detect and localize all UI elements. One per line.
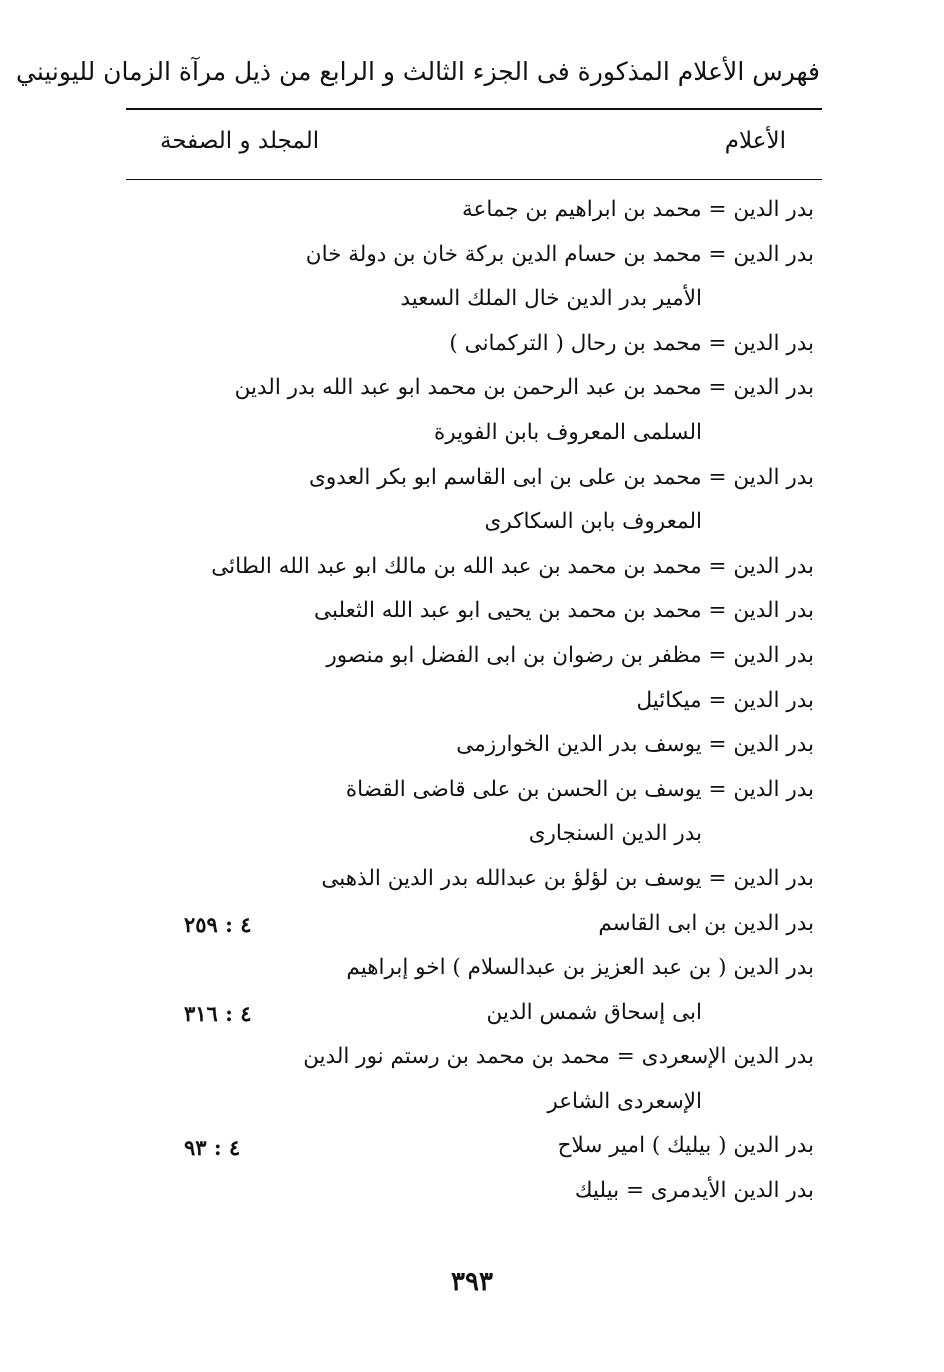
entry-line: بدر الدين = محمد بن عبد الرحمن بن محمد ابو عبد الله بدر الدين — [234, 375, 814, 401]
entry-line: بدر الدين ( بن عبد العزيز بن عبدالسلام ) اخو إبراهيم — [346, 955, 814, 981]
index-entry — [114, 946, 814, 1035]
entry-line: بدر الدين = مظفر بن رضوان بن ابى الفضل ابو منصور — [326, 642, 814, 668]
entry-line: بدر الدين = ميكائيل — [636, 687, 814, 713]
volume-page-reference: ٤ : ٣١٦ — [184, 1001, 252, 1027]
entry-line: بدر الدين الأيدمرى = بيليك — [574, 1178, 814, 1204]
entry-line: بدر الدين = محمد بن على بن ابى القاسم ابو بكر العدوى — [308, 464, 814, 490]
index-entry — [114, 768, 814, 857]
index-entry — [114, 456, 814, 545]
entry-line: بدر الدين = يوسف بن لؤلؤ بن عبدالله بدر الدين الذهبى — [321, 865, 814, 891]
header-rule-top — [126, 108, 822, 110]
page-number: ٣٩٣ — [451, 1267, 493, 1297]
index-entry — [114, 723, 814, 768]
index-entry — [114, 634, 814, 679]
entry-continuation-line: السلمى المعروف بابن الفويرة — [433, 419, 702, 445]
index-entry — [114, 233, 814, 322]
page-title: فهرس الأعلام المذكورة فى الجزء الثالث و الرابع من ذيل مرآة الزمان لليونيني — [16, 57, 820, 86]
entry-line: بدر الدين = يوسف بن الحسن بن على قاضى القضاة — [345, 776, 814, 802]
entry-continuation-line: الإسعردى الشاعر — [547, 1088, 702, 1114]
entry-line: بدر الدين = محمد بن حسام الدين بركة خان بن دولة خان — [305, 241, 814, 267]
volume-page-reference: ٤ : ٩٣ — [184, 1135, 241, 1161]
column-header-names: الأعلام — [724, 128, 786, 154]
entry-continuation-line: بدر الدين السنجارى — [528, 821, 702, 847]
index-entry — [114, 322, 814, 367]
header-rule-bottom — [126, 179, 822, 180]
volume-page-reference: ٤ : ٢٥٩ — [184, 912, 252, 938]
index-entry — [114, 188, 814, 233]
entry-line: بدر الدين = محمد بن رحال ( التركمانى ) — [449, 330, 814, 356]
index-entry — [114, 902, 814, 947]
entry-line: بدر الدين = يوسف بدر الدين الخوارزمى — [456, 732, 814, 758]
column-header-references: المجلد و الصفحة — [160, 128, 320, 154]
entry-continuation-line: المعروف بابن السكاكرى — [484, 509, 702, 535]
index-entry — [114, 857, 814, 902]
index-entry — [114, 1124, 814, 1169]
entry-line: بدر الدين الإسعردى = محمد بن محمد بن رستم نور الدين — [303, 1044, 814, 1070]
index-entry — [114, 589, 814, 634]
index-entry — [114, 1035, 814, 1124]
entry-line: بدر الدين = محمد بن محمد بن يحيى ابو عبد الله الثعلبى — [314, 598, 814, 624]
index-entry — [114, 679, 814, 724]
entry-line: بدر الدين = محمد بن ابراهيم بن جماعة — [461, 197, 814, 222]
entry-line: بدر الدين = محمد بن محمد بن عبد الله بن مالك ابو عبد الله الطائى — [211, 553, 814, 579]
index-entry — [114, 1169, 814, 1214]
entry-continuation-line: ابى إسحاق شمس الدين — [486, 999, 702, 1025]
index-entry — [114, 545, 814, 590]
entry-line: بدر الدين بن ابى القاسم — [598, 910, 814, 936]
index-entry — [114, 366, 814, 455]
entry-line: بدر الدين ( بيليك ) امير سلاح — [557, 1133, 814, 1159]
index-entries — [114, 188, 814, 1214]
entry-continuation-line: الأمير بدر الدين خال الملك السعيد — [400, 286, 702, 312]
